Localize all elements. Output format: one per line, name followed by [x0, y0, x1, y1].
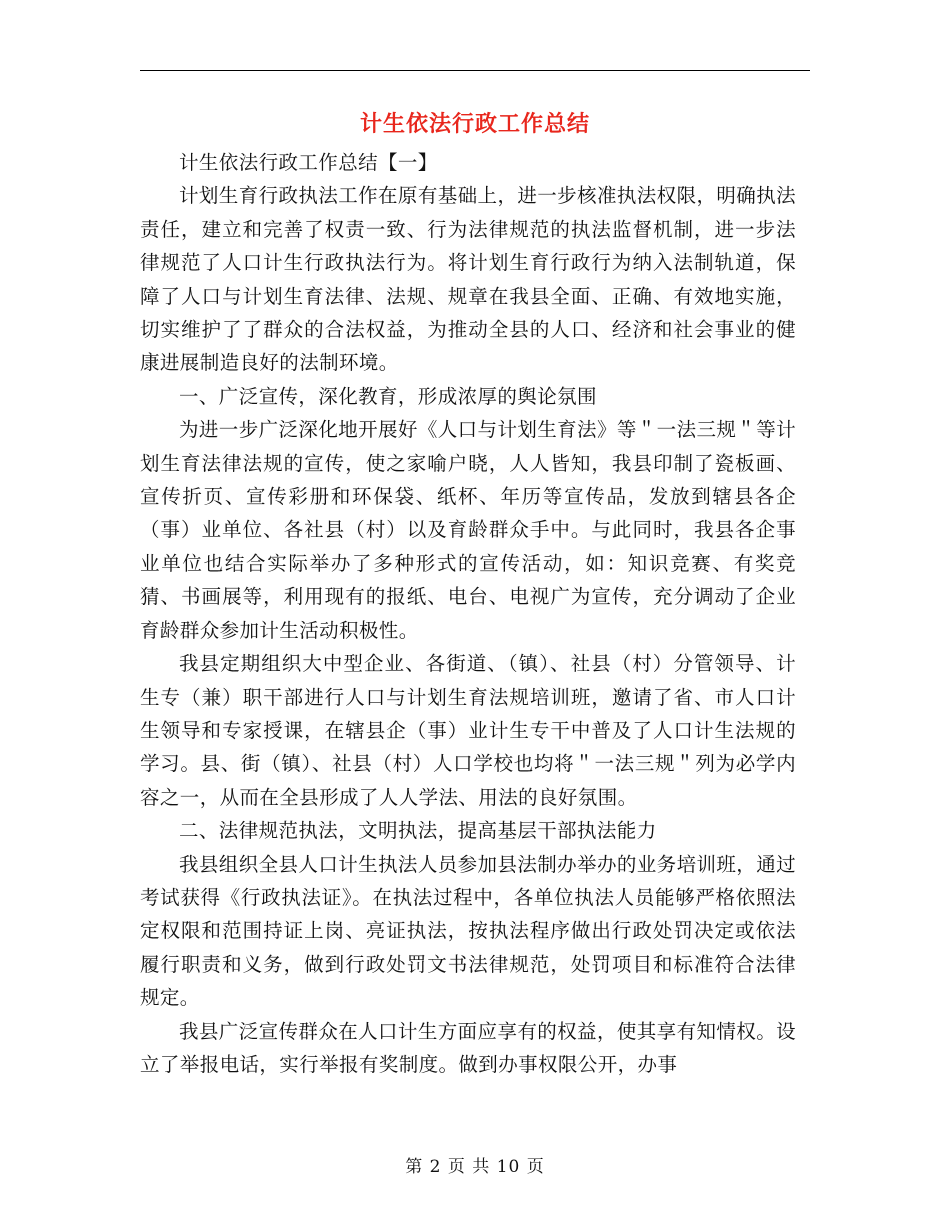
header-rule	[140, 70, 810, 71]
body-paragraph: 我县定期组织大中型企业、各街道、（镇）、社县（村）分管领导、计生专（兼）职干部进行人口与计划生育法规培训班，邀请了省、市人口计生领导和专家授课，在辖县企（事）业计生专干中普及了人口计生法规的学习。县、街（镇）、社县（村）人口学校也均将＂一法三规＂列为必学内容之一，从而在全县形成了人人学法、用法的良好氛围。	[140, 652, 796, 809]
document-body	[140, 146, 796, 1081]
body-paragraph: 我县组织全县人口计生执法人员参加县法制办举办的业务培训班，通过考试获得《行政执法证》。在执法过程中，各单位执法人员能够严格依照法定权限和范围持证上岗、亮证执法，按执法程序做出行政处罚决定或依法履行职责和义务，做到行政处罚文书法律规范，处罚项目和标准符合法律规定。	[140, 852, 796, 1010]
body-paragraph: 计划生育行政执法工作在原有基础上，进一步核准执法权限，明确执法责任，建立和完善了权责一致、行为法律规范的执法监督机制，进一步法律规范了人口计生行政执法行为。将计划生育行政行为纳入法制轨道，保障了人口与计划生育法律、法规、规章在我县全面、正确、有效地实施，切实维护了了群众的合法权益，为推动全县的人口、经济和社会事业的健康进展制造良好的法制环境。	[140, 184, 796, 375]
subheading-publicity: 一、广泛宣传，深化教育，形成浓厚的舆论氛围	[179, 384, 597, 408]
subheading-enforcement: 二、法律规范执法，文明执法，提高基层干部执法能力	[179, 819, 657, 843]
body-paragraph: 我县广泛宣传群众在人口计生方面应享有的权益，使其享有知情权。设立了举报电话，实行举报有奖制度。做到办事权限公开，办事	[140, 1019, 796, 1076]
document-title: 计生依法行政工作总结	[359, 111, 590, 137]
section-heading-one: 计生依法行政工作总结【一】	[179, 151, 438, 174]
page-number-footer: 第 2 页 共 10 页	[405, 1157, 545, 1177]
body-paragraph: 为进一步广泛深化地开展好《人口与计划生育法》等＂一法三规＂等计划生育法律法规的宣传，使之家喻户晓，人人皆知，我县印制了瓷板画、宣传折页、宣传彩册和环保袋、纸杯、年历等宣传品，发放到辖县各企（事）业单位、各社县（村）以及育龄群众手中。与此同时，我县各企事业单位也结合实际举办了多种形式的宣传活动，如：知识竞赛、有奖竞猜、书画展等，利用现有的报纸、电台、电视广为宣传，充分调动了企业育龄群众参加计生活动积极性。	[140, 418, 796, 642]
